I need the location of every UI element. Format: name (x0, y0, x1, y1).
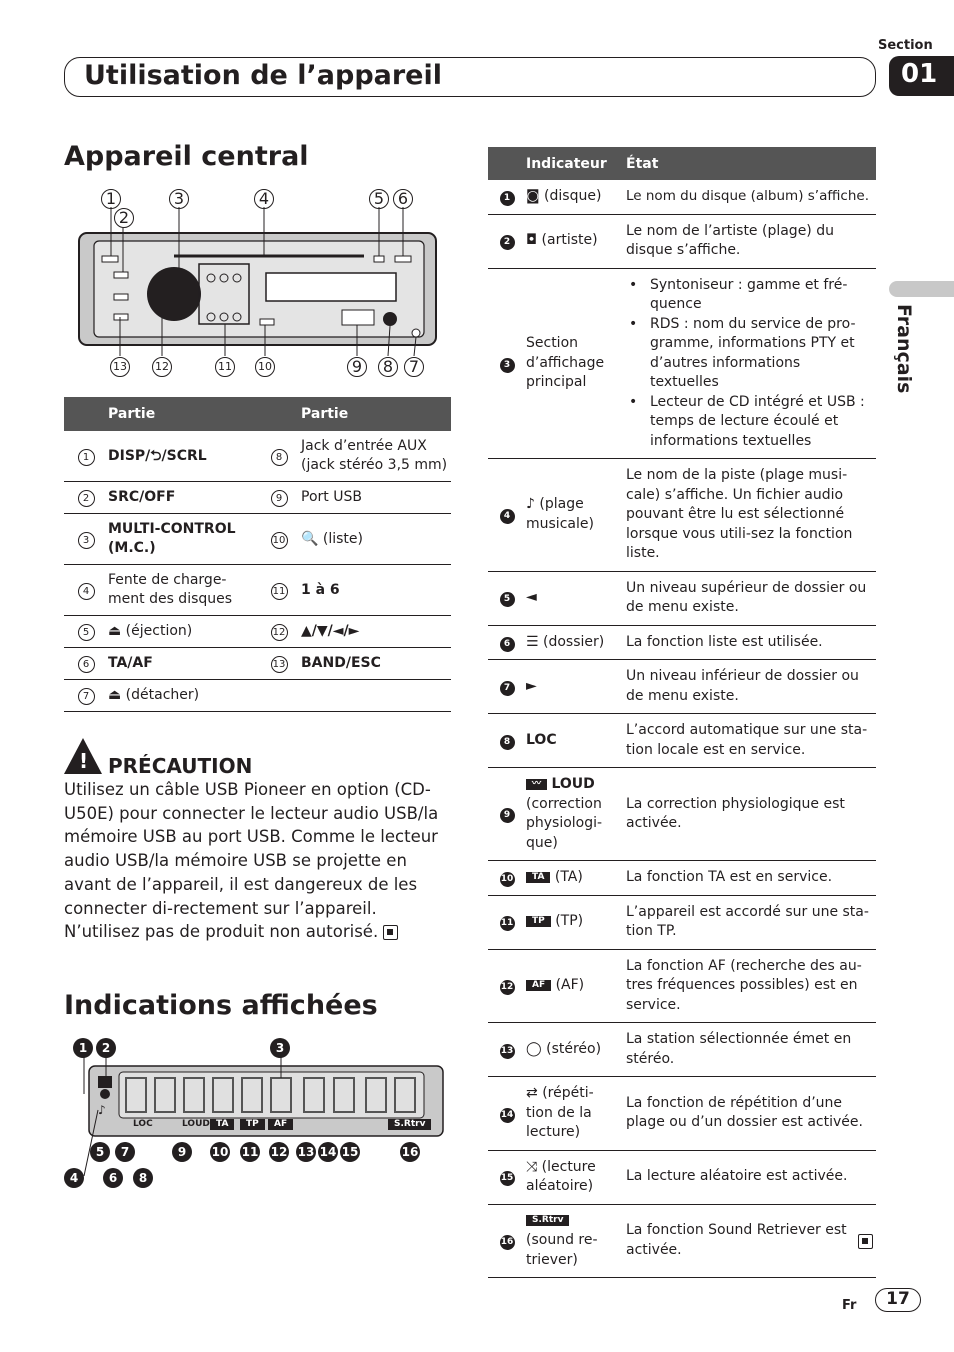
display-drawing (64, 1036, 454, 1196)
table-row: 10 TA (TA) La fonction TA est en service. (488, 861, 876, 896)
part-number: 2 (78, 490, 95, 507)
callout-2: 2 (114, 208, 134, 228)
part-name: ⏏ (éjection) (108, 616, 257, 648)
part-number: 13 (271, 656, 288, 673)
language-label: Français (893, 304, 915, 394)
display-illustration (64, 1036, 454, 1196)
display-callout-15: 15 (340, 1142, 360, 1162)
indicator-table (488, 147, 876, 1278)
display-callout-6: 6 (103, 1168, 123, 1188)
callout-3: 3 (169, 189, 189, 209)
part-name: Fente de charge-ment des disques (108, 565, 257, 616)
callout-6: 6 (393, 189, 413, 209)
table-row: 14 ⇄ (répéti-tion de la lecture) La fonction de répétition d’une plage ou d’un dossier est activée. (488, 1077, 876, 1151)
callout-4: 4 (254, 189, 274, 209)
callout-7: 7 (404, 357, 424, 377)
section-number: 01 (889, 56, 954, 96)
table-row: 12 AF (AF) La fonction AF (recherche des au-tres fréquences possibles) est en service. (488, 949, 876, 1023)
part-number: 8 (271, 449, 288, 466)
part-name: ⏏ (détacher) (108, 680, 257, 712)
display-af: AF (268, 1119, 293, 1130)
table-row: 2 ◘ (artiste) Le nom de l’artiste (plage) du disque s’affiche. (488, 214, 876, 268)
display-loc: LOC (133, 1119, 153, 1129)
table-row (64, 514, 451, 565)
part-number: 3 (78, 532, 95, 549)
table-row: 7 ► Un niveau inférieur de dossier ou de menu existe. (488, 660, 876, 714)
display-loud: LOUD (182, 1119, 210, 1129)
table-row (64, 648, 451, 680)
display-callout-11: 11 (240, 1142, 260, 1162)
part-name: MULTI-CONTROL (M.C.) (108, 514, 257, 565)
table-row: 16 S.Rtrv (sound re-triever) La fonction Sound Retriever est activée. (488, 1204, 876, 1278)
parts-col1: Partie (108, 397, 257, 431)
callout-13: 13 (110, 357, 130, 377)
display-callout-13: 13 (296, 1142, 316, 1162)
display-callout-1: 1 (73, 1038, 93, 1058)
display-ta: TA (210, 1119, 234, 1130)
stereo-icon: ◯ (526, 1040, 542, 1057)
table-row: 13 ◯ (stéréo) La station sélectionnée émet en stéréo. (488, 1023, 876, 1077)
part-number: 1 (78, 449, 95, 466)
chapter-title: Utilisation de l’appareil (84, 60, 443, 91)
part-name: ▲/▼/◄/► (301, 616, 451, 648)
display-callout-14: 14 (318, 1142, 338, 1162)
table-row (64, 680, 451, 712)
section-label: Section (878, 38, 933, 53)
callout-1: 1 (101, 189, 121, 209)
callout-12: 12 (152, 357, 172, 377)
part-number: 10 (271, 532, 288, 549)
table-row (64, 431, 451, 482)
table-row: 1 ◙ (disque) Le nom du disque (album) s’affiche. (488, 180, 876, 214)
caution-text: Utilisez un câble USB Pioneer en option (CD-U50E) pour connecter le lecteur audio USB/la mémoire USB au port USB. Comme le lecteur audio USB/la mémoire USB se projette en avant de l’appareil, il est dangereux de les connecter di-rectement sur l’appareil. (64, 780, 439, 918)
caution-text-2: N’utilisez pas de produit non autorisé. (64, 922, 379, 942)
display-callout-12: 12 (269, 1142, 289, 1162)
page-number: 17 (875, 1288, 921, 1312)
callout-5: 5 (369, 189, 389, 209)
artist-icon: ◘ (526, 232, 538, 249)
part-name: TA/AF (108, 648, 257, 680)
display-callout-3: 3 (270, 1038, 290, 1058)
display-callout-16: 16 (400, 1142, 420, 1162)
callout-9: 9 (347, 357, 367, 377)
part-name: 🔍 (liste) (301, 514, 451, 565)
indicator-col1: Indicateur (526, 147, 626, 180)
callout-8: 8 (378, 357, 398, 377)
shuffle-icon: ⤨ (526, 1158, 538, 1175)
parts-col2: Partie (301, 397, 451, 431)
part-name: 1 à 6 (301, 565, 451, 616)
part-number: 11 (271, 583, 288, 600)
language-tab (889, 281, 954, 297)
bullet-list: • Syntoniseur : gamme et fré-quence • RDS : nom du service de pro-gramme, informations PTY et d’autres informations textuelles • Lecteur de CD intégré et USB : temps de lecture écoulé et informations textuelles (626, 276, 870, 452)
table-row: 5 ◄ Un niveau supérieur de dossier ou de menu existe. (488, 571, 876, 625)
display-srtrv: S.Rtrv (388, 1119, 431, 1130)
table-row: 15 ⤨ (lecture aléatoire) La lecture aléatoire est activée. (488, 1150, 876, 1204)
music-note-icon: ♪ (526, 496, 535, 513)
part-name: Jack d’entrée AUX (jack stéréo 3,5 mm) (301, 431, 451, 482)
table-row: 6 ☰ (dossier) La fonction liste est utilisée. (488, 625, 876, 660)
table-row: 9 〰 LOUD (correction physiologi-que) La correction physiologique est activée. (488, 768, 876, 861)
folder-list-icon: ☰ (526, 633, 539, 650)
display-callout-4: 4 (64, 1168, 84, 1188)
display-tp: TP (240, 1119, 265, 1130)
display-callout-5: 5 (90, 1142, 110, 1162)
table-row: 11 TP (TP) L’appareil est accordé sur une sta-tion TP. (488, 895, 876, 949)
part-name: BAND/ESC (301, 648, 451, 680)
callout-10: 10 (255, 357, 275, 377)
table-row: 8 LOC L’accord automatique sur une sta-tion locale est en service. (488, 714, 876, 768)
display-callout-10: 10 (210, 1142, 230, 1162)
part-number: 12 (271, 624, 288, 641)
disc-icon: ◙ (526, 188, 540, 204)
part-name: SRC/OFF (108, 482, 257, 514)
table-row (64, 616, 451, 648)
indicator-col2: État (626, 147, 876, 180)
parts-table (64, 397, 451, 712)
repeat-icon: ⇄ (526, 1085, 538, 1101)
display-callout-7: 7 (115, 1142, 135, 1162)
table-row (64, 482, 451, 514)
callout-11: 11 (215, 357, 235, 377)
part-number: 7 (78, 688, 95, 705)
end-marker-icon (383, 925, 398, 940)
table-row (64, 565, 451, 616)
display-callout-8: 8 (133, 1168, 153, 1188)
part-number: 6 (78, 656, 95, 673)
part-name: Port USB (301, 482, 451, 514)
end-marker-icon (858, 1234, 873, 1249)
caution-title: PRÉCAUTION (108, 754, 253, 778)
part-number: 4 (78, 583, 95, 600)
part-number: 5 (78, 624, 95, 641)
unit-heading: Appareil central (64, 141, 309, 172)
footer-lang: Fr (842, 1298, 857, 1313)
part-name: DISP/⮌/SCRL (108, 431, 257, 482)
display-heading: Indications affichées (64, 990, 378, 1021)
display-callout-9: 9 (172, 1142, 192, 1162)
display-callout-2: 2 (96, 1038, 116, 1058)
part-number: 9 (271, 490, 288, 507)
svg-text:♪: ♪ (98, 1103, 106, 1117)
caution-body (64, 778, 454, 944)
table-row: 4 ♪ (plage musicale) Le nom de la piste (plage musi-cale) s’affiche. Un fichier audio pouvant être lu est sélectionné lorsque vous utili-sez la fonction liste. (488, 459, 876, 572)
table-row: 3 Section d’affichage principal • Syntoniseur : gamme et fré-quence • RDS : nom du service de pro-gramme, informations PTY et d’autres informations textuelles • Lecteur de CD intégré et USB : temps de lecture écoulé et informations textuelles (488, 268, 876, 459)
